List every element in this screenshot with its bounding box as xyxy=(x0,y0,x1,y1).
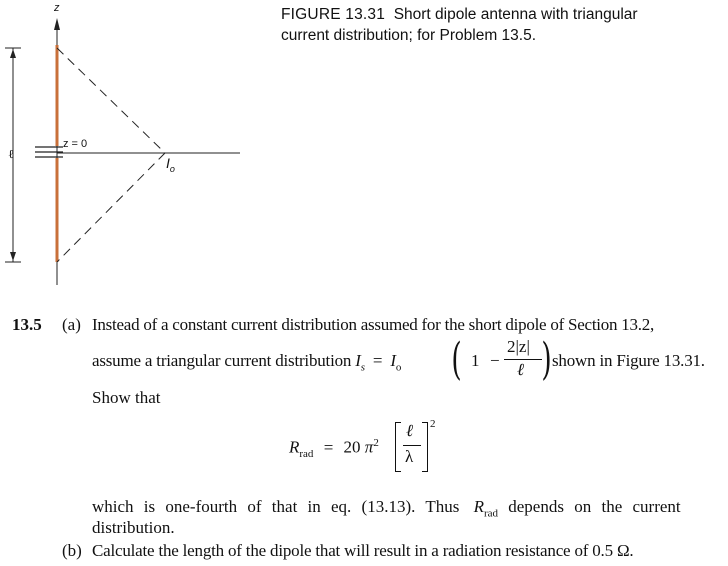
bracket-fraction-bar xyxy=(403,445,421,446)
figure-title-line2: current distribution; for Problem 13.5. xyxy=(281,27,537,44)
rrad-equation xyxy=(289,437,379,460)
conclusion-R-subscript: rad xyxy=(483,507,499,520)
origin-label: z = 0 xyxy=(63,138,88,150)
part-b-text: Calculate the length of the dipole that will result in a radiation resistance of 0.5 Ω. xyxy=(92,541,634,560)
R-subscript: rad xyxy=(299,448,314,461)
minus-sign: − xyxy=(490,351,500,370)
figure-number: FIGURE 13.31 xyxy=(281,6,386,23)
eq-sign: = xyxy=(372,351,383,370)
length-arrow-bottom xyxy=(10,252,16,261)
pi-exponent: 2 xyxy=(373,437,379,449)
pi-symbol: π xyxy=(364,437,374,457)
coefficient: 20 xyxy=(343,437,361,457)
line2-end: shown in Figure 13.31. xyxy=(552,351,705,370)
z-axis-label: z xyxy=(54,2,60,14)
Is-symbol: I xyxy=(355,351,361,370)
right-paren: ) xyxy=(541,334,552,385)
length-arrow-top xyxy=(10,49,16,58)
one-term: 1 xyxy=(471,351,480,370)
fraction-numerator: 2|z| xyxy=(507,337,530,356)
current-label xyxy=(166,155,175,174)
Is-subscript: s xyxy=(360,361,365,374)
length-label: ℓ xyxy=(8,147,14,161)
conclusion-text-2: depends on the current xyxy=(508,497,681,516)
conclusion-line2: distribution. xyxy=(92,518,175,537)
dipole-figure xyxy=(0,0,260,290)
left-bracket xyxy=(395,422,401,472)
fraction-denominator: ℓ xyxy=(517,360,525,379)
R-symbol: R xyxy=(289,437,300,457)
bracket-numerator: ℓ xyxy=(406,421,414,440)
show-that: Show that xyxy=(92,388,161,407)
problem-line1: Instead of a constant current distribution assumed for the short dipole of Section 13.2, xyxy=(92,315,655,334)
left-paren: ( xyxy=(451,334,462,385)
equals-sign: = xyxy=(323,437,334,457)
conclusion-line1 xyxy=(92,497,681,519)
conclusion-R-symbol: R xyxy=(473,497,484,516)
bracket-exponent: 2 xyxy=(430,418,436,430)
Io-subscript: o xyxy=(395,361,402,374)
problem-number: 13.5 xyxy=(12,315,42,334)
z-axis-arrow xyxy=(54,18,60,30)
line2-start: assume a triangular current distribution xyxy=(92,351,352,370)
conclusion-text-1: which is one-fourth of that in eq. (13.13). Thus xyxy=(92,497,460,516)
current-symbol: I xyxy=(166,155,170,171)
current-dist-lower xyxy=(57,153,165,262)
bracket-denominator: λ xyxy=(405,447,414,466)
figure-title-line1: Short dipole antenna with triangular xyxy=(393,6,638,23)
part-b-label: (b) xyxy=(62,541,82,560)
figure-caption xyxy=(281,4,638,46)
problem-line2 xyxy=(92,351,401,373)
right-bracket xyxy=(422,422,428,472)
current-subscript: o xyxy=(169,163,175,174)
Io-symbol: I xyxy=(390,351,396,370)
part-a-label: (a) xyxy=(62,315,81,334)
